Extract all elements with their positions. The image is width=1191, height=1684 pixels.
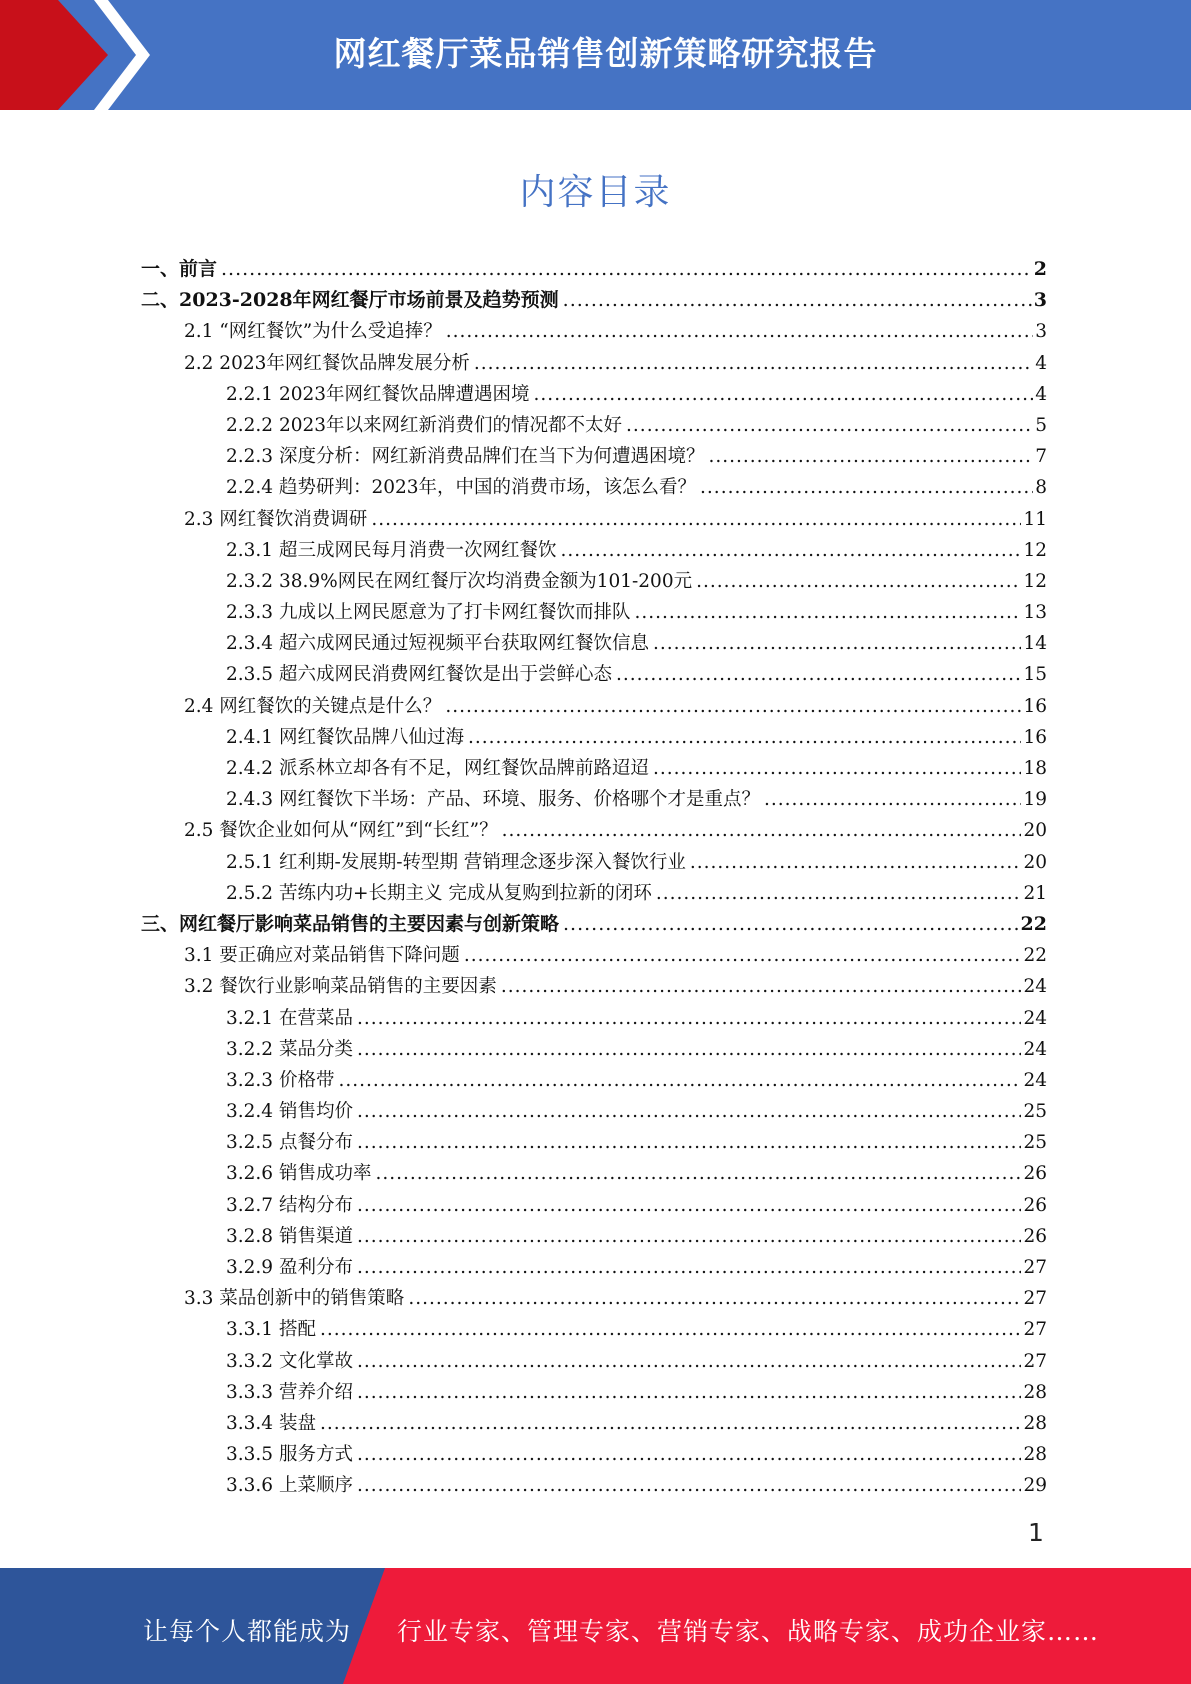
toc-entry[interactable] [141,1439,1047,1470]
dot-leader [371,504,1021,535]
toc-entry-page: 24 [1023,1038,1047,1060]
toc-entry[interactable] [141,940,1047,971]
toc-entry-text: 2.2.1 2023年网红餐饮品牌遭遇困境 [226,383,530,405]
toc-entry[interactable] [141,659,1047,690]
toc-entry-text: 3.3.4 装盘 [226,1412,316,1434]
toc-entry-text: 3.2.9 盈利分布 [226,1257,353,1278]
toc-entry-page: 24 [1023,1007,1047,1029]
report-title: 网红餐厅菜品销售创新策略研究报告 [333,34,878,73]
toc-entry[interactable] [141,254,1047,285]
toc-entry[interactable] [141,1408,1047,1439]
toc-entry-page: 11 [1023,508,1047,530]
toc-entry-page: 8 [1035,477,1047,499]
dot-leader [357,1346,1022,1377]
toc-entry[interactable] [141,1252,1047,1283]
toc-entry-text: 2.2.3 深度分析：网红新消费品牌们在当下为何遭遇困境？ [226,446,705,468]
toc-entry-text: 3.2.8 销售渠道 [226,1225,353,1247]
dot-leader [690,847,1022,878]
toc-entry[interactable] [141,1283,1047,1314]
dot-leader [320,1314,1022,1345]
toc-entry-page: 16 [1023,726,1047,748]
toc-entry-page: 14 [1023,633,1047,655]
dot-leader [474,348,1033,379]
toc-entry-text: 2.3.3 九成以上网民愿意为了打卡网红餐饮而排队 [226,602,631,624]
toc-entry-page: 4 [1035,383,1047,405]
dot-leader [501,971,1022,1002]
dot-leader [764,784,1021,815]
dot-leader [357,1439,1022,1470]
toc-entry-text: 二、2023-2028年网红餐厅市场前景及趋势预测 [141,289,559,312]
toc-entry-page: 27 [1023,1288,1047,1310]
toc-entry-page: 25 [1023,1101,1047,1123]
toc-entry-page: 28 [1023,1381,1047,1403]
dot-leader [708,441,1033,472]
toc-entry-text: 3.2.1 在营菜品 [226,1007,353,1029]
toc-entry[interactable] [141,1065,1047,1096]
toc-entry-text: 2.4.3 网红餐饮下半场：产品、环境、服务、价格哪个才是重点？ [226,789,760,811]
toc-entry-page: 12 [1023,570,1047,592]
dot-leader [357,1190,1022,1221]
dot-leader [634,597,1021,628]
toc-entry[interactable] [141,815,1047,846]
toc-entry[interactable] [141,379,1047,410]
toc-entry-page: 15 [1023,664,1047,686]
dot-leader [560,535,1021,566]
toc-entry-text: 2.5.1 红利期-发展期-转型期 营销理念逐步深入餐饮行业 [226,851,686,873]
dot-leader [357,1003,1022,1034]
toc-entry-text: 2.3.2 38.9%网民在网红餐厅次均消费金额为101-200元 [226,570,693,592]
dot-leader [357,1096,1022,1127]
toc-entry[interactable] [141,1034,1047,1065]
toc-entry-text: 2.1 “网红餐饮”为什么受追捧？ [184,321,442,343]
toc-entry-page: 24 [1023,1069,1047,1091]
dot-leader [357,1470,1022,1501]
toc-entry-text: 3.2.5 点餐分布 [226,1132,353,1154]
toc-entry-page: 29 [1023,1475,1047,1497]
dot-leader [446,316,1034,347]
toc-entry-text: 2.3.4 超六成网民通过短视频平台获取网红餐饮信息 [226,633,649,655]
toc-entry[interactable] [141,1158,1047,1189]
toc-entry[interactable] [141,1003,1047,1034]
dot-leader [653,753,1021,784]
toc-entry[interactable] [141,1096,1047,1127]
toc-entry-page: 7 [1035,446,1047,468]
toc-entry-page: 13 [1023,602,1047,624]
dot-leader [656,878,1022,909]
toc-entry[interactable] [141,909,1047,940]
toc-entry-text: 3.2.2 菜品分类 [226,1038,353,1060]
toc-entry-page: 28 [1023,1444,1047,1466]
toc-entry-page: 4 [1035,352,1047,374]
toc-entry-page: 2 [1033,258,1047,280]
toc-entry-page: 18 [1023,758,1047,779]
dot-leader [464,940,1022,971]
toc-entry-text: 3.1 要正确应对菜品销售下降问题 [184,945,460,967]
toc-entry-page: 28 [1023,1412,1047,1434]
toc-entry-page: 27 [1023,1319,1047,1341]
dot-leader [320,1408,1022,1439]
toc-entry[interactable] [141,348,1047,379]
toc-entry[interactable] [141,691,1047,722]
dot-leader [563,909,1019,940]
toc-entry-page: 27 [1023,1257,1047,1278]
toc-entry-page: 5 [1035,414,1047,436]
toc-entry-page: 16 [1023,695,1047,717]
toc-entry-page: 27 [1023,1350,1047,1372]
dot-leader [616,659,1021,690]
toc-entry-text: 3.3.2 文化掌故 [226,1350,353,1372]
toc-entry-text: 2.3 网红餐饮消费调研 [184,508,368,530]
toc-entry-text: 3.2.6 销售成功率 [226,1163,372,1185]
toc-entry-text: 3.3 菜品创新中的销售策略 [184,1288,405,1310]
toc-entry-text: 三、网红餐厅影响菜品销售的主要因素与创新策略 [141,912,560,935]
toc-entry-text: 2.2.2 2023年以来网红新消费们的情况都不太好 [226,414,623,436]
dot-leader [626,410,1033,441]
toc-entry-page: 22 [1020,912,1047,935]
toc-entry[interactable] [141,566,1047,597]
dot-leader [221,254,1032,285]
toc-entry-text: 3.3.6 上菜顺序 [226,1475,353,1497]
toc-entry[interactable] [141,1127,1047,1158]
toc-entry[interactable] [141,410,1047,441]
toc-entry[interactable] [141,784,1047,815]
toc-entry[interactable] [141,316,1047,347]
toc-entry-text: 一、前言 [141,258,218,280]
dot-leader [696,566,1021,597]
table-of-contents [141,254,1047,1502]
dot-leader [357,1127,1022,1158]
footer-banner [0,1568,1191,1684]
dot-leader [357,1034,1022,1065]
toc-entry-text: 3.3.5 服务方式 [226,1444,353,1466]
toc-entry-page: 12 [1023,539,1047,561]
toc-entry-page: 3 [1035,321,1047,343]
footer-expert-list: 行业专家、管理专家、营销专家、战略专家、成功企业家…… [397,1617,1100,1646]
dot-leader [357,1252,1022,1283]
dot-leader [534,379,1034,410]
dot-leader [375,1158,1021,1189]
toc-entry-page: 20 [1023,851,1047,873]
toc-entry[interactable] [141,878,1047,909]
toc-entry[interactable] [141,1221,1047,1252]
toc-entry-text: 2.4.2 派系林立却各有不足，网红餐饮品牌前路迢迢 [226,758,649,779]
toc-entry-page: 24 [1023,976,1047,998]
toc-entry-page: 21 [1023,882,1047,904]
toc-entry[interactable] [141,628,1047,659]
toc-entry-page: 26 [1023,1225,1047,1247]
toc-entry[interactable] [141,535,1047,566]
toc-entry[interactable] [141,1377,1047,1408]
toc-entry[interactable] [141,472,1047,503]
toc-entry[interactable] [141,1314,1047,1345]
toc-entry[interactable] [141,1190,1047,1221]
toc-entry-page: 19 [1023,789,1047,811]
toc-title: 内容目录 [519,172,672,213]
toc-entry[interactable] [141,597,1047,628]
toc-entry[interactable] [141,971,1047,1002]
toc-entry-page: 20 [1023,820,1047,842]
toc-entry-text: 2.4.1 网红餐饮品牌八仙过海 [226,726,464,748]
toc-entry[interactable] [141,753,1047,784]
toc-entry[interactable] [141,504,1047,535]
toc-entry-page: 25 [1023,1132,1047,1154]
toc-entry-page: 26 [1023,1163,1047,1185]
toc-entry-text: 2.3.1 超三成网民每月消费一次网红餐饮 [226,539,557,561]
toc-entry-text: 3.2 餐饮行业影响菜品销售的主要因素 [184,976,497,998]
toc-entry[interactable] [141,285,1047,316]
dot-leader [357,1377,1022,1408]
toc-entry-text: 3.2.4 销售均价 [226,1101,353,1123]
toc-entry[interactable] [141,1346,1047,1377]
toc-entry[interactable] [141,441,1047,472]
toc-entry-page: 26 [1023,1194,1047,1216]
toc-entry[interactable] [141,847,1047,878]
dot-leader [563,285,1032,316]
toc-entry-text: 2.4 网红餐饮的关键点是什么？ [184,695,442,717]
page-number: 1 [1028,1518,1044,1547]
dot-leader [357,1221,1022,1252]
toc-entry-text: 2.5 餐饮企业如何从“网红”到“长红”？ [184,820,498,842]
dot-leader [445,691,1021,722]
dot-leader [502,815,1022,846]
dot-leader [408,1283,1021,1314]
toc-entry-text: 3.3.1 搭配 [226,1319,316,1341]
dot-leader [700,472,1033,503]
toc-entry-text: 3.2.3 价格带 [226,1069,335,1091]
toc-entry-text: 2.5.2 苦练内功+长期主义 完成从复购到拉新的闭环 [226,882,652,904]
toc-entry-text: 2.2.4 趋势研判：2023年，中国的消费市场，该怎么看？ [226,477,697,499]
dot-leader [338,1065,1021,1096]
toc-entry[interactable] [141,722,1047,753]
toc-entry-text: 3.3.3 营养介绍 [226,1381,353,1403]
toc-entry-text: 3.2.7 结构分布 [226,1194,353,1216]
toc-entry[interactable] [141,1470,1047,1501]
toc-entry-text: 2.3.5 超六成网民消费网红餐饮是出于尝鲜心态 [226,664,612,686]
header-banner [0,0,1191,110]
footer-slogan: 让每个人都能成为 [143,1617,352,1646]
dot-leader [468,722,1021,753]
toc-entry-page: 22 [1023,945,1047,967]
dot-leader [653,628,1021,659]
toc-entry-page: 3 [1033,289,1047,312]
toc-entry-text: 2.2 2023年网红餐饮品牌发展分析 [184,352,470,374]
